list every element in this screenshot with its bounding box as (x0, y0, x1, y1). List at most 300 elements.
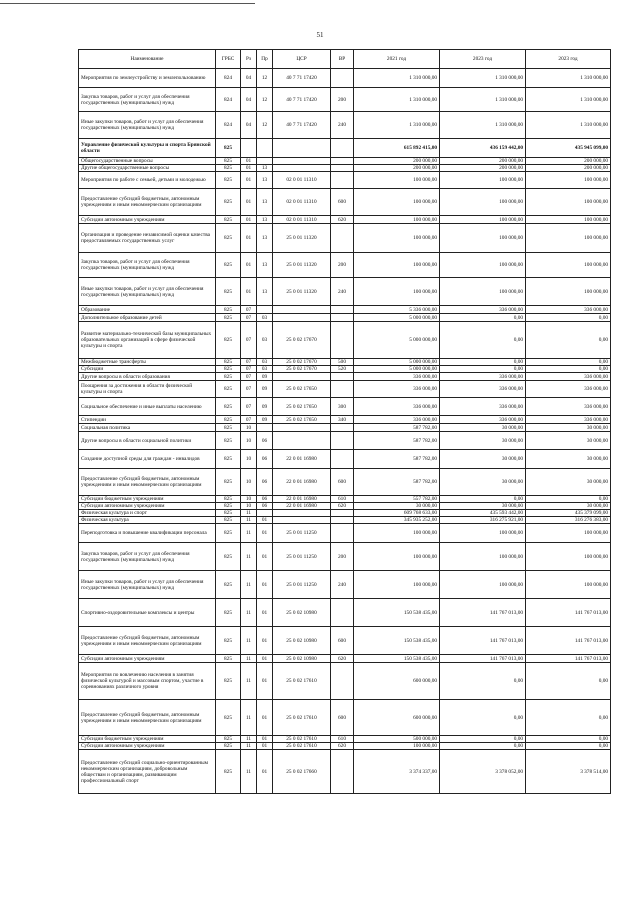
cell-name: Стипендии (79, 416, 216, 424)
cell-amount-year-2: 0,00 (440, 359, 526, 366)
cell-pr: 13 (257, 253, 273, 278)
cell-grbs: 825 (216, 510, 241, 517)
cell-amount-year-2: 141 767 013,00 (440, 655, 526, 663)
cell-amount-year-1: 600 000,00 (354, 663, 440, 700)
cell-csr: 02 0 01 11310 (273, 216, 331, 224)
cell-amount-year-2: 100 000,00 (440, 571, 526, 599)
cell-rz: 01 (241, 172, 257, 189)
cell-amount-year-3: 141 767 013,00 (526, 627, 611, 655)
cell-csr: 25 0 01 11320 (273, 253, 331, 278)
cell-amount-year-1: 5 000 000,00 (354, 359, 440, 366)
cell-rz: 07 (241, 314, 257, 322)
table-row (79, 503, 611, 510)
cell-csr: 25 0 02 10980 (273, 627, 331, 655)
cell-name: Общегосударственные вопросы (79, 158, 216, 165)
cell-amount-year-2: 0,00 (440, 496, 526, 503)
cell-vr (331, 381, 354, 398)
cell-csr: 25 0 02 17670 (273, 359, 331, 366)
cell-name: Предоставление субсидий бюджетным, автономным учреждениям и иным некоммерческим организациям (79, 189, 216, 216)
table-row (79, 216, 611, 224)
cell-amount-year-2: 141 767 013,00 (440, 599, 526, 627)
cell-vr: 200 (331, 543, 354, 571)
cell-grbs: 825 (216, 381, 241, 398)
cell-name: Закупка товаров, работ и услуг для обеспечения государственных (муниципальных) нужд (79, 253, 216, 278)
cell-name: Другие общегосударственные вопросы (79, 165, 216, 172)
table-row (79, 381, 611, 398)
cell-rz: 07 (241, 306, 257, 314)
cell-rz: 04 (241, 88, 257, 112)
cell-grbs: 824 (216, 88, 241, 112)
cell-pr: 06 (257, 496, 273, 503)
cell-name: Создание доступной среды для граждан - инвалидов (79, 450, 216, 469)
cell-name: Предоставление субсидий социально-ориентированным некоммерческим организациям, добровольным обществам и организациям, развивающим профессиональный спорт (79, 750, 216, 794)
cell-csr (273, 510, 331, 517)
cell-vr (331, 172, 354, 189)
cell-name: Дополнительное образование детей (79, 314, 216, 322)
cell-amount-year-3: 316 276 383,00 (526, 517, 611, 524)
cell-pr: 01 (257, 743, 273, 750)
cell-pr: 01 (257, 627, 273, 655)
cell-amount-year-3: 100 000,00 (526, 224, 611, 253)
cell-name: Субсидии автономным учреждениям (79, 655, 216, 663)
cell-grbs: 825 (216, 398, 241, 416)
header-rz: Рз (241, 50, 257, 69)
cell-amount-year-3: 200 000,00 (526, 165, 611, 172)
cell-amount-year-2: 100 000,00 (440, 172, 526, 189)
cell-pr: 01 (257, 700, 273, 736)
cell-grbs: 825 (216, 599, 241, 627)
cell-csr: 25 0 02 17610 (273, 663, 331, 700)
cell-grbs: 825 (216, 224, 241, 253)
cell-pr: 01 (257, 736, 273, 743)
cell-pr: 03 (257, 314, 273, 322)
cell-grbs: 825 (216, 165, 241, 172)
cell-name: Закупка товаров, работ и услуг для обеспечения государственных (муниципальных) нужд (79, 88, 216, 112)
table-row (79, 398, 611, 416)
cell-amount-year-2: 30 000,00 (440, 424, 526, 432)
table-row (79, 450, 611, 469)
cell-name: Развитие материально-технической базы муниципальных образовательных организаций в сфере физической культуры и спорта (79, 322, 216, 359)
cell-amount-year-1: 345 935 252,00 (354, 517, 440, 524)
cell-amount-year-2: 200 000,00 (440, 158, 526, 165)
cell-vr (331, 165, 354, 172)
cell-csr: 25 0 01 11250 (273, 524, 331, 543)
cell-amount-year-3: 0,00 (526, 663, 611, 700)
header-csr: ЦСР (273, 50, 331, 69)
cell-amount-year-1: 150 538 435,00 (354, 655, 440, 663)
table-row (79, 306, 611, 314)
cell-amount-year-1: 100 000,00 (354, 172, 440, 189)
cell-vr: 340 (331, 416, 354, 424)
cell-amount-year-3: 336 000,00 (526, 306, 611, 314)
cell-rz: 01 (241, 216, 257, 224)
cell-csr: 25 0 02 10980 (273, 599, 331, 627)
cell-amount-year-1: 100 000,00 (354, 571, 440, 599)
cell-amount-year-1: 200 000,00 (354, 165, 440, 172)
cell-amount-year-1: 100 000,00 (354, 543, 440, 571)
cell-csr (273, 139, 331, 158)
cell-name: Субсидии автономным учреждениям (79, 503, 216, 510)
cell-amount-year-1: 100 000,00 (354, 224, 440, 253)
table-row (79, 366, 611, 373)
cell-name: Закупка товаров, работ и услуг для обеспечения государственных (муниципальных) нужд (79, 543, 216, 571)
table-row (79, 432, 611, 450)
cell-name: Спортивно-оздоровительные комплексы и центры (79, 599, 216, 627)
cell-rz (241, 139, 257, 158)
cell-amount-year-3: 336 000,00 (526, 381, 611, 398)
cell-amount-year-3: 0,00 (526, 314, 611, 322)
table-row (79, 424, 611, 432)
cell-csr: 25 0 02 17650 (273, 398, 331, 416)
cell-rz: 10 (241, 450, 257, 469)
cell-grbs: 825 (216, 373, 241, 381)
cell-rz: 01 (241, 165, 257, 172)
cell-name: Предоставление субсидий бюджетным, автономным учреждениям и иным некоммерческим организациям (79, 700, 216, 736)
cell-amount-year-3: 100 000,00 (526, 253, 611, 278)
cell-grbs: 825 (216, 655, 241, 663)
cell-vr (331, 224, 354, 253)
cell-rz: 07 (241, 366, 257, 373)
cell-amount-year-1: 587 782,00 (354, 450, 440, 469)
cell-grbs: 825 (216, 450, 241, 469)
cell-amount-year-2: 336 000,00 (440, 398, 526, 416)
cell-name: Субсидии бюджетным учреждениям (79, 736, 216, 743)
cell-name: Другие вопросы в области образования (79, 373, 216, 381)
cell-vr (331, 424, 354, 432)
cell-pr: 13 (257, 165, 273, 172)
cell-rz: 10 (241, 424, 257, 432)
table-row (79, 69, 611, 88)
cell-amount-year-2: 336 000,00 (440, 306, 526, 314)
cell-pr: 06 (257, 469, 273, 496)
cell-name: Организация и проведение независимой оценки качества предоставляемых государственных услуг (79, 224, 216, 253)
cell-amount-year-3: 30 000,00 (526, 424, 611, 432)
cell-pr: 01 (257, 517, 273, 524)
cell-name: Мероприятия по вовлечению населения в занятия физической культурой и массовым спортом, участие в соревнованиях различного уровня (79, 663, 216, 700)
cell-rz: 07 (241, 359, 257, 366)
cell-pr (257, 139, 273, 158)
cell-vr (331, 599, 354, 627)
table-row (79, 663, 611, 700)
cell-amount-year-1: 100 000,00 (354, 189, 440, 216)
cell-amount-year-2: 0,00 (440, 736, 526, 743)
cell-amount-year-1: 336 000,00 (354, 398, 440, 416)
cell-pr: 09 (257, 381, 273, 398)
cell-pr: 13 (257, 172, 273, 189)
cell-vr: 600 (331, 627, 354, 655)
cell-rz: 11 (241, 736, 257, 743)
cell-name: Предоставление субсидий бюджетным, автономным учреждениям и иным некоммерческим организациям (79, 469, 216, 496)
cell-pr: 09 (257, 398, 273, 416)
cell-pr: 06 (257, 503, 273, 510)
cell-amount-year-2: 0,00 (440, 314, 526, 322)
cell-rz: 11 (241, 627, 257, 655)
cell-grbs: 825 (216, 158, 241, 165)
cell-grbs: 825 (216, 750, 241, 794)
cell-csr (273, 314, 331, 322)
cell-name: Предоставление субсидий бюджетным, автономным учреждениям и иным некоммерческим организациям (79, 627, 216, 655)
cell-rz: 11 (241, 743, 257, 750)
cell-amount-year-1: 609 768 633,00 (354, 510, 440, 517)
cell-amount-year-3: 0,00 (526, 736, 611, 743)
table-row (79, 655, 611, 663)
cell-amount-year-2: 0,00 (440, 743, 526, 750)
cell-pr: 03 (257, 366, 273, 373)
table-row (79, 469, 611, 496)
cell-pr (257, 510, 273, 517)
cell-vr: 600 (331, 700, 354, 736)
table-row (79, 158, 611, 165)
cell-amount-year-1: 336 000,00 (354, 381, 440, 398)
header-grbs: ГРБС (216, 50, 241, 69)
cell-csr: 25 0 02 17610 (273, 700, 331, 736)
cell-grbs: 825 (216, 306, 241, 314)
table-row (79, 278, 611, 306)
cell-amount-year-2: 436 159 442,00 (440, 139, 526, 158)
cell-rz: 01 (241, 278, 257, 306)
table-row (79, 571, 611, 599)
cell-amount-year-2: 100 000,00 (440, 278, 526, 306)
cell-csr: 25 0 02 17610 (273, 736, 331, 743)
cell-amount-year-3: 30 000,00 (526, 503, 611, 510)
cell-amount-year-3: 100 000,00 (526, 524, 611, 543)
cell-name: Мероприятия по работе с семьей, детьми и молодежью (79, 172, 216, 189)
cell-grbs: 825 (216, 314, 241, 322)
table-row (79, 112, 611, 139)
cell-rz: 10 (241, 496, 257, 503)
cell-amount-year-3: 0,00 (526, 496, 611, 503)
cell-csr: 25 0 02 17610 (273, 743, 331, 750)
cell-amount-year-3: 336 000,00 (526, 416, 611, 424)
cell-amount-year-3: 100 000,00 (526, 278, 611, 306)
cell-vr: 620 (331, 743, 354, 750)
cell-rz: 01 (241, 158, 257, 165)
cell-amount-year-3: 100 000,00 (526, 543, 611, 571)
cell-rz: 04 (241, 112, 257, 139)
cell-amount-year-1: 615 892 415,00 (354, 139, 440, 158)
table-row (79, 373, 611, 381)
cell-vr: 300 (331, 398, 354, 416)
cell-amount-year-1: 587 782,00 (354, 424, 440, 432)
table-row (79, 314, 611, 322)
header-year-1: 2021 год (354, 50, 440, 69)
cell-amount-year-2: 141 767 013,00 (440, 627, 526, 655)
cell-vr (331, 663, 354, 700)
cell-amount-year-2: 1 310 000,00 (440, 112, 526, 139)
cell-csr (273, 165, 331, 172)
cell-vr (331, 314, 354, 322)
cell-pr: 03 (257, 322, 273, 359)
cell-vr: 610 (331, 736, 354, 743)
cell-pr: 06 (257, 450, 273, 469)
header-pr: Пр (257, 50, 273, 69)
table-body (79, 69, 611, 794)
cell-csr: 25 0 01 11250 (273, 571, 331, 599)
cell-rz: 11 (241, 750, 257, 794)
table-row (79, 627, 611, 655)
cell-rz: 01 (241, 224, 257, 253)
cell-name: Социальное обеспечение и иные выплаты населению (79, 398, 216, 416)
cell-amount-year-3: 30 000,00 (526, 450, 611, 469)
cell-pr (257, 158, 273, 165)
table-header-row (79, 50, 611, 69)
table-row (79, 736, 611, 743)
cell-vr: 240 (331, 571, 354, 599)
cell-rz: 07 (241, 381, 257, 398)
cell-grbs: 825 (216, 543, 241, 571)
cell-amount-year-1: 150 538 435,00 (354, 599, 440, 627)
cell-amount-year-3: 100 000,00 (526, 571, 611, 599)
cell-grbs: 825 (216, 424, 241, 432)
table-row (79, 224, 611, 253)
cell-csr: 40 7 71 17420 (273, 88, 331, 112)
table-row (79, 253, 611, 278)
cell-grbs: 824 (216, 112, 241, 139)
cell-csr: 40 7 71 17420 (273, 112, 331, 139)
cell-name: Физическая культура (79, 517, 216, 524)
cell-grbs: 825 (216, 366, 241, 373)
cell-csr: 25 0 01 11320 (273, 278, 331, 306)
cell-grbs: 825 (216, 432, 241, 450)
cell-rz: 10 (241, 432, 257, 450)
cell-amount-year-1: 5 336 000,00 (354, 306, 440, 314)
cell-amount-year-3: 1 310 000,00 (526, 112, 611, 139)
cell-vr (331, 510, 354, 517)
cell-amount-year-1: 5 000 000,00 (354, 314, 440, 322)
cell-amount-year-3: 0,00 (526, 743, 611, 750)
cell-amount-year-2: 3 378 052,00 (440, 750, 526, 794)
cell-vr (331, 322, 354, 359)
table-row (79, 543, 611, 571)
cell-pr: 01 (257, 571, 273, 599)
cell-amount-year-2: 30 000,00 (440, 450, 526, 469)
cell-rz: 11 (241, 543, 257, 571)
table-row (79, 743, 611, 750)
cell-amount-year-2: 100 000,00 (440, 524, 526, 543)
cell-amount-year-3: 0,00 (526, 366, 611, 373)
cell-grbs: 825 (216, 736, 241, 743)
cell-amount-year-2: 0,00 (440, 663, 526, 700)
cell-vr (331, 69, 354, 88)
cell-csr (273, 432, 331, 450)
cell-name: Управление физической культуры и спорта Брянской области (79, 139, 216, 158)
cell-rz: 10 (241, 503, 257, 510)
table-row (79, 517, 611, 524)
table-row (79, 88, 611, 112)
cell-amount-year-3: 100 000,00 (526, 216, 611, 224)
cell-vr: 620 (331, 216, 354, 224)
cell-grbs: 825 (216, 469, 241, 496)
cell-amount-year-2: 100 000,00 (440, 253, 526, 278)
cell-pr: 01 (257, 524, 273, 543)
cell-vr: 520 (331, 366, 354, 373)
cell-vr: 610 (331, 496, 354, 503)
cell-rz: 11 (241, 655, 257, 663)
cell-grbs: 825 (216, 189, 241, 216)
budget-allocation-table (78, 49, 611, 794)
cell-amount-year-2: 336 000,00 (440, 381, 526, 398)
header-vr: ВР (331, 50, 354, 69)
cell-amount-year-1: 100 000,00 (354, 216, 440, 224)
cell-pr: 13 (257, 216, 273, 224)
cell-amount-year-3: 3 378 514,00 (526, 750, 611, 794)
table-row (79, 165, 611, 172)
cell-grbs: 825 (216, 216, 241, 224)
cell-amount-year-3: 1 310 000,00 (526, 88, 611, 112)
cell-amount-year-3: 0,00 (526, 322, 611, 359)
table-row (79, 700, 611, 736)
cell-rz: 07 (241, 373, 257, 381)
cell-pr: 01 (257, 750, 273, 794)
cell-amount-year-3: 0,00 (526, 359, 611, 366)
cell-grbs: 825 (216, 139, 241, 158)
cell-grbs: 825 (216, 416, 241, 424)
cell-vr (331, 306, 354, 314)
cell-vr: 500 (331, 359, 354, 366)
cell-amount-year-1: 336 000,00 (354, 416, 440, 424)
cell-amount-year-1: 100 000,00 (354, 278, 440, 306)
cell-rz: 07 (241, 322, 257, 359)
cell-amount-year-1: 100 000,00 (354, 743, 440, 750)
cell-rz: 04 (241, 69, 257, 88)
table-row (79, 139, 611, 158)
cell-grbs: 825 (216, 359, 241, 366)
cell-rz: 11 (241, 517, 257, 524)
cell-pr: 12 (257, 88, 273, 112)
cell-grbs: 824 (216, 69, 241, 88)
cell-amount-year-3: 435 945 099,00 (526, 139, 611, 158)
cell-name: Поощрения за достижения в области физической культуры и спорта (79, 381, 216, 398)
header-year-2: 2023 год (440, 50, 526, 69)
cell-vr: 620 (331, 655, 354, 663)
cell-amount-year-2: 30 000,00 (440, 432, 526, 450)
cell-pr: 06 (257, 432, 273, 450)
header-name: Наименование (79, 50, 216, 69)
cell-csr: 25 0 02 17650 (273, 416, 331, 424)
table-row (79, 322, 611, 359)
cell-amount-year-3: 141 767 013,00 (526, 655, 611, 663)
cell-csr (273, 424, 331, 432)
cell-amount-year-1: 30 000,00 (354, 503, 440, 510)
cell-name: Субсидии бюджетным учреждениям (79, 496, 216, 503)
table-row (79, 524, 611, 543)
cell-amount-year-3: 200 000,00 (526, 158, 611, 165)
cell-rz: 11 (241, 599, 257, 627)
cell-vr (331, 373, 354, 381)
cell-grbs: 825 (216, 172, 241, 189)
cell-grbs: 825 (216, 743, 241, 750)
cell-grbs: 825 (216, 278, 241, 306)
cell-amount-year-3: 0,00 (526, 700, 611, 736)
cell-name: Межбюджетные трансферты (79, 359, 216, 366)
top-divider-line (0, 3, 255, 4)
cell-amount-year-1: 150 538 435,00 (354, 627, 440, 655)
cell-amount-year-2: 100 000,00 (440, 543, 526, 571)
cell-name: Иные закупки товаров, работ и услуг для обеспечения государственных (муниципальных) нужд (79, 112, 216, 139)
cell-csr: 25 0 02 17660 (273, 750, 331, 794)
table-row (79, 496, 611, 503)
cell-grbs: 825 (216, 663, 241, 700)
cell-amount-year-1: 5 000 000,00 (354, 366, 440, 373)
cell-pr (257, 306, 273, 314)
cell-csr (273, 517, 331, 524)
table-row (79, 359, 611, 366)
cell-amount-year-2: 200 000,00 (440, 165, 526, 172)
cell-amount-year-1: 100 000,00 (354, 524, 440, 543)
cell-name: Переподготовка и повышение квалификации персонала (79, 524, 216, 543)
cell-amount-year-3: 336 000,00 (526, 398, 611, 416)
cell-grbs: 825 (216, 503, 241, 510)
